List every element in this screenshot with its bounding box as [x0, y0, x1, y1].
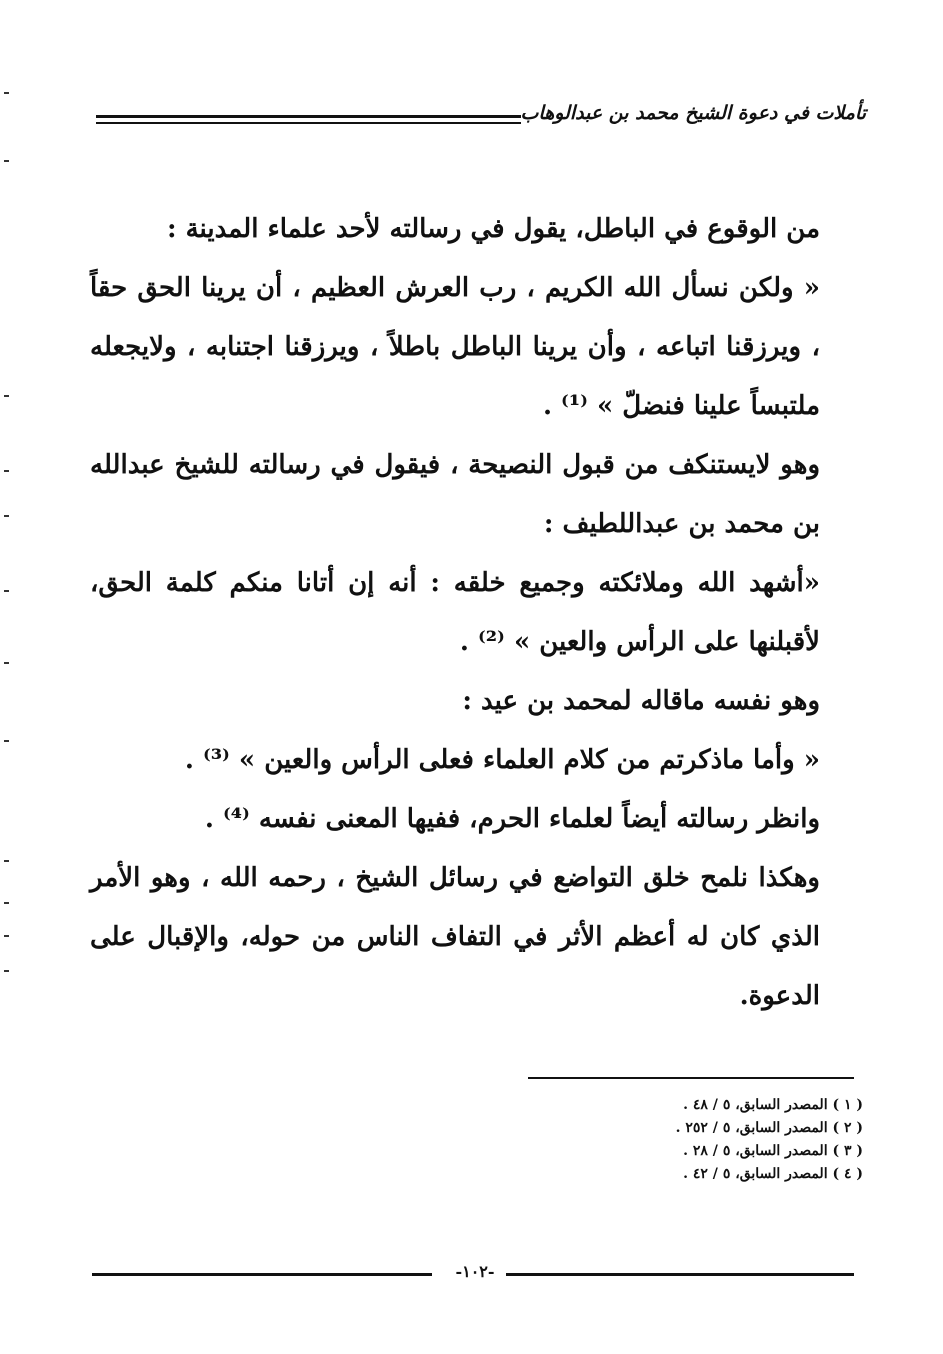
paragraph-advice: وهو لايستنكف من قبول النصيحة ، فيقول في رسالته للشيخ عبدالله بن محمد بن عبداللطيف : [90, 450, 820, 539]
footnote-3: ( ٣ ) المصدر السابق، ٥ / ٢٨ . [683, 1143, 863, 1159]
quote-1: « ولكن نسأل الله الكريم ، رب العرش العظيم ، أن يرينا الحق حقاً ، ويرزقنا اتباعه ، وأن يرينا الباطل باطلاً ، ويرزقنا اجتنابه ، ولايجعله ملتبساً علينا فنضلّ » ⁽¹⁾ . [90, 273, 820, 421]
footnote-separator [528, 1077, 854, 1079]
scan-mark [4, 902, 9, 904]
footnote-1: ( ١ ) المصدر السابق، ٥ / ٤٨ . [683, 1097, 863, 1113]
paragraph-conclusion: وهكذا نلمح خلق التواضع في رسائل الشيخ ، رحمه الله ، وهو الأمر الذي كان له أعظم الأثر في التفاف الناس من حوله، والإقبال على الدعوة. [90, 863, 820, 1011]
main-text [90, 200, 820, 1026]
header-rule-thin [96, 122, 521, 124]
scan-mark [4, 970, 9, 972]
footnote-2: ( ٢ ) المصدر السابق، ٥ / ٢٥٢ . [675, 1120, 863, 1136]
running-header [96, 100, 866, 134]
page-number: -١٠٢- [455, 1262, 495, 1281]
scan-mark [4, 740, 9, 742]
scan-mark [4, 662, 9, 664]
scan-mark [4, 395, 9, 397]
scan-mark [4, 515, 9, 517]
footnote-4: ( ٤ ) المصدر السابق، ٥ / ٤٢ . [683, 1166, 863, 1182]
footer-rule-right [506, 1273, 854, 1276]
header-rule-thick [96, 115, 521, 118]
scan-mark [4, 935, 9, 937]
quote-3: « وأما ماذكرتم من كلام العلماء فعلى الرأس والعين » ⁽³⁾ . [184, 745, 820, 775]
paragraph-haram: وانظر رسالته أيضاً لعلماء الحرم، ففيها المعنى نفسه ⁽⁴⁾ . [204, 804, 820, 834]
footnotes [543, 1094, 863, 1186]
scan-mark [4, 160, 9, 162]
footer-rule-left [92, 1273, 432, 1276]
header-title: تأملات في دعوة الشيخ محمد بن عبدالوهاب [520, 102, 866, 124]
paragraph-ibn-eid: وهو نفسه ماقاله لمحمد بن عيد : [462, 686, 820, 716]
paragraph-intro: من الوقوع في الباطل، يقول في رسالته لأحد علماء المدينة : [166, 214, 820, 244]
scan-mark [4, 470, 9, 472]
scan-mark [4, 92, 9, 94]
scan-mark [4, 590, 9, 592]
scan-mark [4, 860, 9, 862]
quote-2: «أشهد الله وملائكته وجميع خلقه : أنه إن أتانا منكم كلمة الحق، لأقبلنها على الرأس والعين » ⁽²⁾ . [90, 568, 820, 657]
page-footer [92, 1262, 854, 1286]
